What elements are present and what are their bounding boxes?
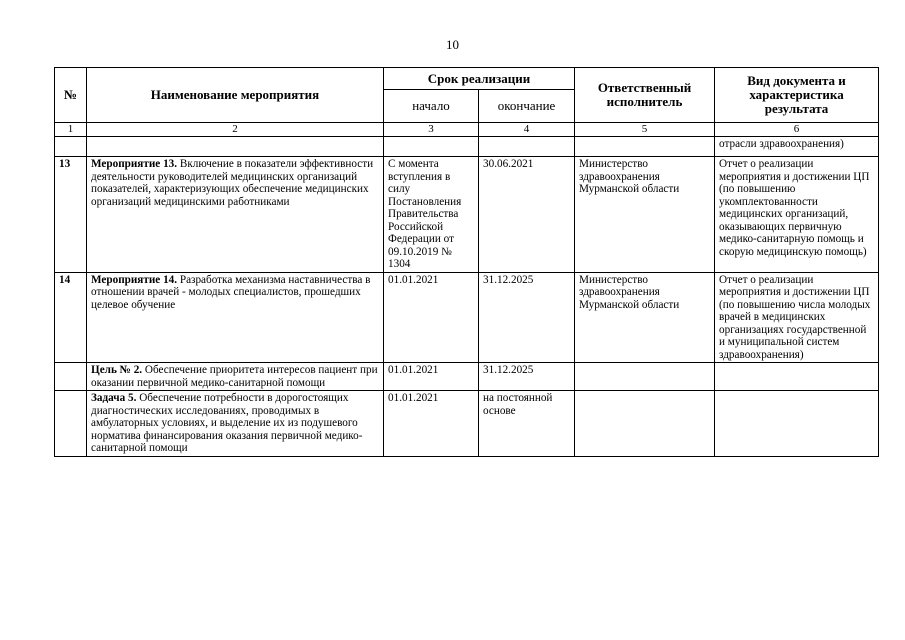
row-result: Отчет о реализации мероприятия и достижении ЦП (по повышению числа молодых врачей в медицинских организациях государственной и муниципальной систем здравоохранения) xyxy=(715,272,879,363)
row-number xyxy=(55,363,87,391)
col-number: 4 xyxy=(479,123,575,137)
measures-table xyxy=(54,67,879,457)
row-name: Задача 5. Обеспечение потребности в дорогостоящих диагностических исследованиях, проводимых в амбулаторных условиях, и выделение их из подушевого норматива финансирования оказания первичной медико-санитарной помощи xyxy=(87,391,384,457)
row-number: 14 xyxy=(55,272,87,363)
col-number: 2 xyxy=(87,123,384,137)
page-number: 10 xyxy=(446,37,459,52)
row-start: С момента вступления в силу Постановления Правительства Российской Федерации от 09.10.2019 № 1304 xyxy=(384,157,479,273)
continuation-row xyxy=(55,137,879,157)
row-start: 01.01.2021 xyxy=(384,391,479,457)
row-responsible: Министерство здравоохранения Мурманской области xyxy=(575,272,715,363)
row-end: 31.12.2025 xyxy=(479,272,575,363)
table-row xyxy=(55,391,879,457)
table-row xyxy=(55,363,879,391)
row-end: 31.12.2025 xyxy=(479,363,575,391)
row-number: 13 xyxy=(55,157,87,273)
row-result: Отчет о реализации мероприятия и достижении ЦП (по повышению укомплектованности медицинских организаций, оказывающих первичную медико-санитарную помощь и скорую медицинскую помощь) xyxy=(715,157,879,273)
row-responsible xyxy=(575,363,715,391)
continuation-result: отрасли здравоохранения) xyxy=(715,137,879,157)
row-name: Мероприятие 13. Включение в показатели эффективности деятельности руководителей медицинских организаций показателей, характеризующих обеспечение медицинских организаций медицинскими работниками xyxy=(87,157,384,273)
col-number: 5 xyxy=(575,123,715,137)
row-responsible: Министерство здравоохранения Мурманской области xyxy=(575,157,715,273)
header-name: Наименование мероприятия xyxy=(87,68,384,123)
header-end: окончание xyxy=(479,90,575,123)
row-result xyxy=(715,363,879,391)
row-start: 01.01.2021 xyxy=(384,272,479,363)
row-end: 30.06.2021 xyxy=(479,157,575,273)
row-end: на постоянной основе xyxy=(479,391,575,457)
col-number: 6 xyxy=(715,123,879,137)
header-start: начало xyxy=(384,90,479,123)
header-no: № xyxy=(55,68,87,123)
col-number: 3 xyxy=(384,123,479,137)
header-period: Срок реализации xyxy=(384,68,575,90)
column-numbers-row xyxy=(55,123,879,137)
row-name: Мероприятие 14. Разработка механизма наставничества в отношении врачей - молодых специалистов, прошедших целевое обучение xyxy=(87,272,384,363)
row-responsible xyxy=(575,391,715,457)
table-row xyxy=(55,272,879,363)
header-document: Вид документа и характеристика результата xyxy=(715,68,879,123)
header-responsible: Ответственный исполнитель xyxy=(575,68,715,123)
header-row xyxy=(55,68,879,90)
row-name: Цель № 2. Обеспечение приоритета интересов пациент при оказании первичной медико-санитарной помощи xyxy=(87,363,384,391)
col-number: 1 xyxy=(55,123,87,137)
row-number xyxy=(55,391,87,457)
row-result xyxy=(715,391,879,457)
row-start: 01.01.2021 xyxy=(384,363,479,391)
table-row xyxy=(55,157,879,273)
